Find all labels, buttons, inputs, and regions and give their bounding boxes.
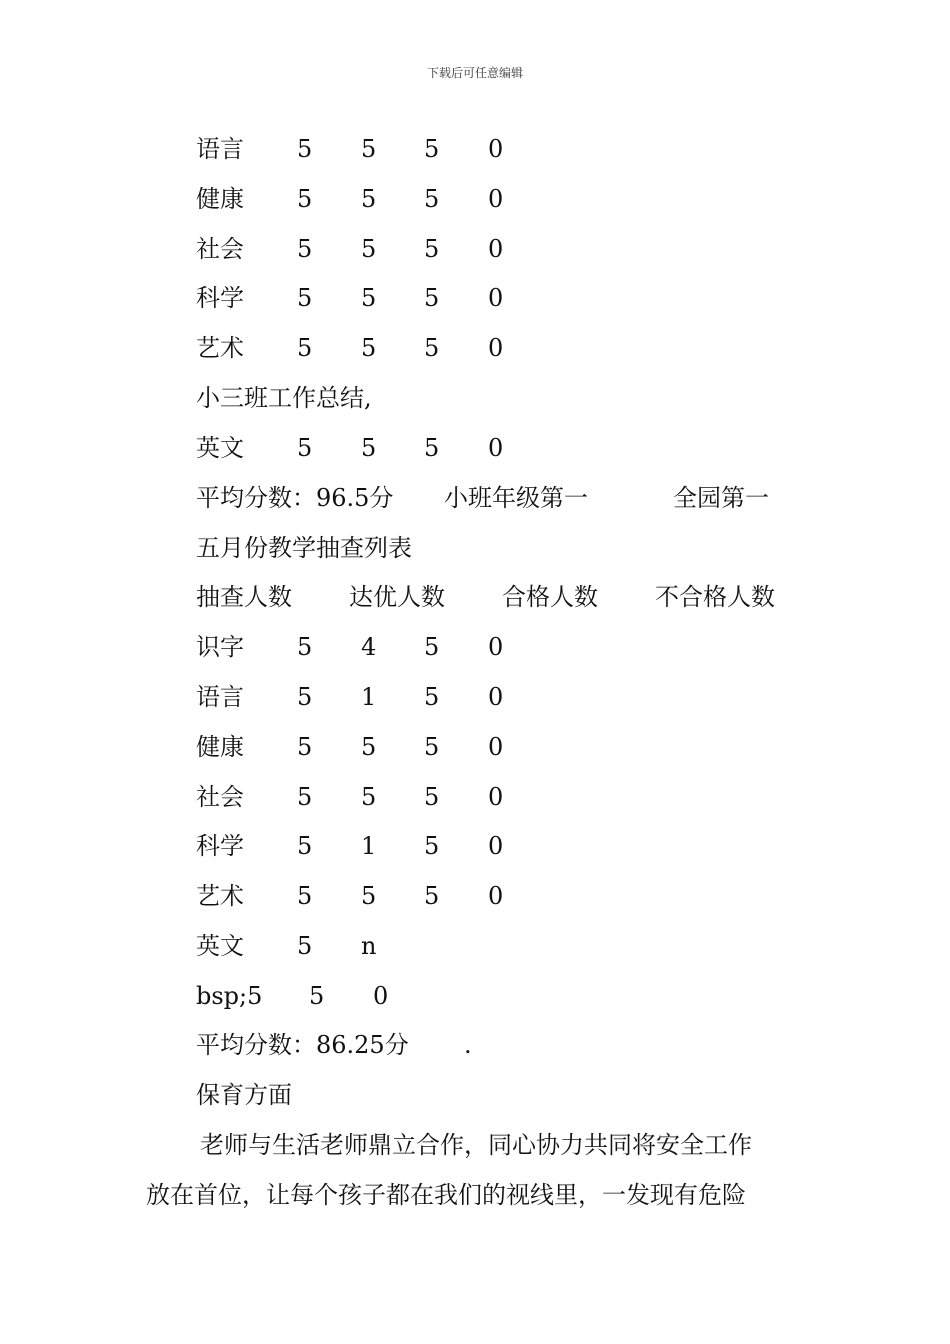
- grade-rank: 小班年级第一: [444, 484, 588, 512]
- page-header: 下载后可任意编辑: [426, 66, 523, 80]
- column-header: 合格人数: [502, 583, 598, 611]
- column-header: 抽查人数: [196, 583, 292, 611]
- school-rank: 全园第一: [673, 484, 769, 512]
- table-title: 五月份教学抽查列表: [196, 534, 412, 562]
- section-heading: 保育方面: [196, 1081, 292, 1109]
- paragraph-line: 老师与生活老师鼎立合作，同心协力共同将安全工作: [200, 1131, 752, 1159]
- paragraph-line: 放在首位，让每个孩子都在我们的视线里，一发现有危险: [146, 1181, 746, 1209]
- trailing-dot: .: [464, 1031, 472, 1059]
- column-header: 达优人数: [349, 583, 445, 611]
- average-score: 平均分数：86.25分: [196, 1031, 409, 1059]
- column-header: 不合格人数: [655, 583, 775, 611]
- average-score: 平均分数：96.5分: [196, 484, 394, 512]
- section-note: 小三班工作总结,: [196, 384, 372, 412]
- document-page: 下载后可任意编辑 语言 5 5 5 0 健康 5 5 5 0 社会 5 5 5 0 科学 5 5 5 0 艺术 5 5 5 0 小三班工作总结, 英文 5 5 5 0 平均分数：96.5分 小班年级第一 全园第一 五月份教学抽查列表 抽查人数 达优人数 合格人数 不合格人数 识字 5 4 5 0 语言 5 1 5 0 健康 5 5 5 0 社会 5 5 5 0 科学 5 1 5 0 艺术 5 5 5 0 英文 5 n bsp;5 5 0 平均分数：86.25分 . 保育方面 老师与生活老师鼎立合作，同心协力共同将安全工作 放在首位，让每个孩子都在我们的视线里，一发现有危险: [0, 0, 950, 1344]
